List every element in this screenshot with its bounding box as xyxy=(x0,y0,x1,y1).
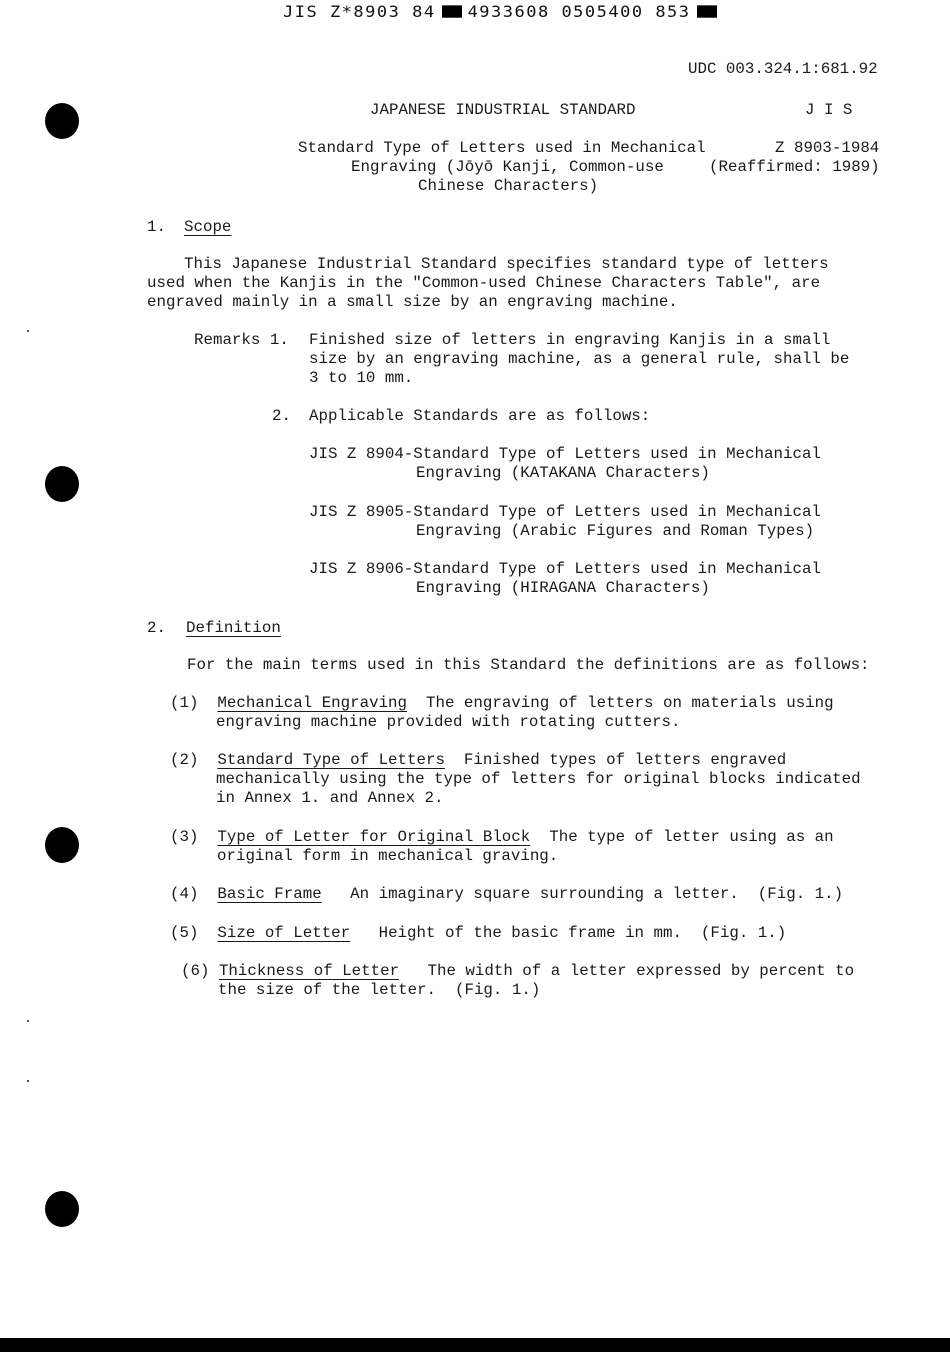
punch-hole xyxy=(45,466,79,502)
definition-text: The type of letter using as an xyxy=(549,828,834,846)
item-number: (5) xyxy=(170,924,199,942)
scan-speck xyxy=(27,1080,29,1082)
remarks-label: Remarks 1. xyxy=(194,331,289,349)
scan-header-code xyxy=(283,3,723,22)
standard-ref: Engraving (HIRAGANA Characters) xyxy=(416,579,710,597)
section-number: 1. xyxy=(147,218,166,236)
definition-text: The width of a letter expressed by percent to xyxy=(427,962,855,980)
definition-item xyxy=(181,961,854,981)
item-number: (1) xyxy=(170,694,199,712)
definition-item xyxy=(170,923,786,943)
definition-text: Height of the basic frame in mm. (Fig. 1.) xyxy=(378,924,787,942)
definition-text: mechanically using the type of letters for original blocks indicated xyxy=(216,770,861,788)
definition-text: in Annex 1. and Annex 2. xyxy=(216,789,444,807)
black-block-mark xyxy=(442,5,462,17)
standard-org: JAPANESE INDUSTRIAL STANDARD xyxy=(370,101,636,119)
remark-number: 2. xyxy=(272,407,291,425)
remark-line: Finished size of letters in engraving Kanjis in a small xyxy=(309,331,831,349)
title-line: Engraving (Jōyō Kanji, Common-use xyxy=(351,158,664,176)
paragraph-line: engraved mainly in a small size by an engraving machine. xyxy=(147,293,678,311)
scan-speck xyxy=(27,1020,29,1022)
defined-term: Standard Type of Letters xyxy=(217,751,445,769)
definition-text: the size of the letter. (Fig. 1.) xyxy=(218,981,541,999)
title-line: Chinese Characters) xyxy=(418,177,599,195)
header-code-left: JIS Z*8903 84 xyxy=(283,2,436,22)
definition-intro: For the main terms used in this Standard the definitions are as follows: xyxy=(187,656,870,674)
section-number: 2. xyxy=(147,619,166,637)
defined-term: Thickness of Letter xyxy=(218,962,400,980)
title-line: Standard Type of Letters used in Mechanical xyxy=(298,139,706,157)
standard-ref: Engraving (KATAKANA Characters) xyxy=(416,464,710,482)
item-number: (3) xyxy=(170,828,199,846)
black-block-mark xyxy=(697,5,717,17)
item-number: (4) xyxy=(170,885,199,903)
punch-hole xyxy=(45,827,79,863)
definition-text: An imaginary square surrounding a letter. (Fig. 1.) xyxy=(350,885,844,903)
definition-text: original form in mechanical graving. xyxy=(217,847,559,865)
punch-hole xyxy=(45,103,79,139)
definition-text: Finished types of letters engraved xyxy=(463,751,787,769)
standard-number: Z 8903-1984 xyxy=(775,139,880,157)
remark-line: Applicable Standards are as follows: xyxy=(309,407,651,425)
section-heading-scope: Scope xyxy=(184,218,232,236)
definition-text: engraving machine provided with rotating cutters. xyxy=(216,713,681,731)
header-code-right: 4933608 0505400 853 xyxy=(467,2,691,22)
standard-ref: JIS Z 8904-Standard Type of Letters used in Mechanical xyxy=(309,445,821,463)
standard-ref: JIS Z 8906-Standard Type of Letters used in Mechanical xyxy=(309,560,821,578)
defined-term: Mechanical Engraving xyxy=(217,694,408,712)
jis-mark: J I S xyxy=(805,101,853,119)
scan-bottom-edge xyxy=(0,1338,950,1352)
remark-line: size by an engraving machine, as a general rule, shall be xyxy=(309,350,850,368)
defined-term: Size of Letter xyxy=(217,924,351,942)
definition-item xyxy=(170,693,834,713)
definition-text: The engraving of letters on materials using xyxy=(425,694,834,712)
definition-item xyxy=(170,884,843,904)
item-number: (2) xyxy=(170,751,199,769)
punch-hole xyxy=(45,1191,79,1227)
standard-ref: Engraving (Arabic Figures and Roman Types) xyxy=(416,522,815,540)
item-number: (6) xyxy=(181,962,210,980)
definition-item xyxy=(170,827,834,847)
section-heading-definition: Definition xyxy=(186,619,281,637)
defined-term: Type of Letter for Original Block xyxy=(217,828,531,846)
defined-term: Basic Frame xyxy=(217,885,322,903)
remark-line: 3 to 10 mm. xyxy=(309,369,414,387)
standard-ref: JIS Z 8905-Standard Type of Letters used in Mechanical xyxy=(309,503,821,521)
udc-number: UDC 003.324.1:681.92 xyxy=(688,60,878,78)
paragraph-line: used when the Kanjis in the "Common-used Chinese Characters Table", are xyxy=(147,274,821,292)
definition-item xyxy=(170,750,786,770)
reaffirmed-date: (Reaffirmed: 1989) xyxy=(709,158,880,176)
paragraph-line: This Japanese Industrial Standard specifies standard type of letters xyxy=(184,255,829,273)
scan-speck xyxy=(27,330,29,332)
